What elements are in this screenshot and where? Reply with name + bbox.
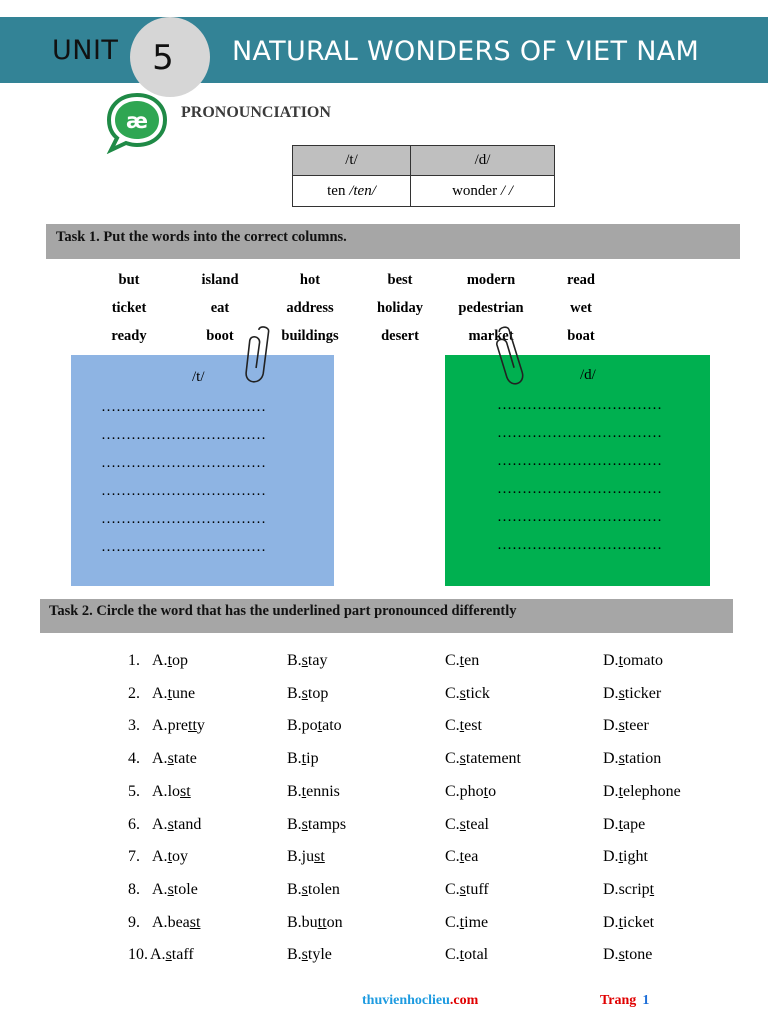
word-bank-item: modern bbox=[466, 272, 516, 288]
option-letter: C. bbox=[445, 816, 460, 833]
underlined-part: tt bbox=[188, 717, 197, 734]
answer-option[interactable] bbox=[287, 914, 343, 932]
answer-option[interactable] bbox=[287, 783, 340, 801]
option-letter: B. bbox=[287, 816, 302, 833]
underlined-part: t bbox=[301, 783, 307, 800]
word-bank-item: best bbox=[387, 272, 413, 288]
option-letter: D. bbox=[603, 946, 619, 963]
footer-page-number: 1 bbox=[642, 993, 650, 1008]
underlined-part: tt bbox=[317, 914, 327, 931]
answer-blank-line[interactable]: …………………………… bbox=[101, 511, 266, 527]
option-letter: C. bbox=[445, 848, 460, 865]
option-text: teal bbox=[465, 816, 489, 833]
option-text: oy bbox=[172, 848, 189, 865]
paperclip-icon bbox=[495, 322, 529, 394]
footer-page-label: Trang bbox=[600, 993, 637, 1008]
word-bank-item: boot bbox=[206, 328, 234, 344]
underlined-part: t bbox=[459, 652, 465, 669]
answer-option[interactable] bbox=[152, 881, 198, 899]
underlined-part: t bbox=[649, 881, 655, 898]
answer-option[interactable] bbox=[603, 881, 654, 899]
option-letter: B. bbox=[287, 848, 302, 865]
option-text: pre bbox=[167, 717, 188, 734]
answer-option[interactable] bbox=[152, 685, 195, 703]
underlined-part: s bbox=[459, 816, 466, 833]
sound-header-d: /d/ bbox=[411, 146, 555, 176]
option-letter: D. bbox=[603, 652, 619, 669]
option-text: ime bbox=[464, 914, 489, 931]
sound-header-t: /t/ bbox=[293, 146, 411, 176]
answer-option[interactable] bbox=[152, 717, 205, 735]
answer-blank-line[interactable]: …………………………… bbox=[101, 539, 266, 555]
option-text: ennis bbox=[306, 783, 340, 800]
word-bank-item: eat bbox=[210, 300, 230, 316]
answer-option[interactable] bbox=[152, 914, 200, 932]
underlined-part: t bbox=[167, 685, 173, 702]
question-number: 5. bbox=[128, 783, 140, 800]
answer-option[interactable] bbox=[603, 652, 663, 670]
example-wonder bbox=[411, 176, 555, 207]
option-text: une bbox=[172, 685, 196, 702]
underlined-part: s bbox=[301, 946, 308, 963]
unit-label: UNIT bbox=[52, 35, 119, 66]
answer-option[interactable] bbox=[152, 783, 191, 801]
option-text: tole bbox=[173, 881, 198, 898]
answer-blank-line[interactable]: …………………………… bbox=[497, 397, 662, 413]
d-column-label: /d/ bbox=[580, 367, 596, 383]
option-letter: A. bbox=[150, 946, 166, 963]
underlined-part: t bbox=[301, 750, 307, 767]
option-letter: B. bbox=[287, 946, 302, 963]
option-text: pho bbox=[459, 783, 484, 800]
answer-option[interactable] bbox=[603, 750, 661, 768]
underlined-part: s bbox=[618, 750, 625, 767]
underlined-part: s bbox=[459, 750, 466, 767]
option-letter: A. bbox=[152, 881, 168, 898]
option-letter: D. bbox=[603, 783, 619, 800]
example-ipa: /ten/ bbox=[349, 182, 376, 199]
answer-blank-line[interactable]: …………………………… bbox=[101, 483, 266, 499]
question-number: 7. bbox=[128, 848, 140, 865]
question-number: 3. bbox=[128, 717, 140, 734]
option-letter: A. bbox=[152, 783, 168, 800]
option-text: tand bbox=[173, 816, 202, 833]
word-bank-item: island bbox=[201, 272, 239, 288]
option-letter: C. bbox=[445, 685, 460, 702]
option-letter: B. bbox=[287, 717, 302, 734]
option-text: po bbox=[301, 717, 318, 734]
option-text: bu bbox=[301, 914, 318, 931]
ae-symbol: æ bbox=[125, 109, 149, 133]
underlined-part: s bbox=[459, 881, 466, 898]
option-letter: D. bbox=[603, 685, 619, 702]
pronunciation-heading: PRONOUNCIATION bbox=[181, 104, 331, 121]
question-number: 2. bbox=[128, 685, 140, 702]
word-bank-item: hot bbox=[299, 272, 321, 288]
answer-option[interactable] bbox=[603, 946, 652, 964]
option-letter: A. bbox=[152, 685, 168, 702]
option-text: o bbox=[488, 783, 497, 800]
option-text: taff bbox=[171, 946, 194, 963]
t-column-box bbox=[71, 355, 334, 586]
option-text: teer bbox=[624, 717, 649, 734]
answer-blank-line[interactable]: …………………………… bbox=[497, 453, 662, 469]
example-word: wonder bbox=[452, 182, 498, 199]
underlined-part: t bbox=[459, 717, 465, 734]
underlined-part: t bbox=[618, 652, 624, 669]
underlined-part: s bbox=[618, 685, 625, 702]
t-column-label: /t/ bbox=[192, 369, 205, 385]
word-bank-item: desert bbox=[381, 328, 419, 344]
option-letter: A. bbox=[152, 750, 168, 767]
answer-option[interactable] bbox=[445, 816, 489, 834]
answer-option[interactable] bbox=[445, 946, 488, 964]
underlined-part: s bbox=[301, 652, 308, 669]
underlined-part: t bbox=[483, 783, 489, 800]
option-letter: C. bbox=[445, 783, 460, 800]
option-letter: A. bbox=[152, 652, 168, 669]
unit-title: NATURAL WONDERS OF VIET NAM bbox=[232, 36, 700, 67]
paperclip-icon bbox=[240, 322, 274, 392]
answer-option[interactable] bbox=[152, 750, 197, 768]
option-text: tyle bbox=[307, 946, 332, 963]
option-text: tatement bbox=[465, 750, 521, 767]
example-ten bbox=[293, 176, 411, 207]
question-number: 10. bbox=[128, 946, 148, 963]
answer-blank-line[interactable]: …………………………… bbox=[497, 481, 662, 497]
unit-number: 5 bbox=[152, 38, 174, 78]
option-letter: B. bbox=[287, 881, 302, 898]
answer-option[interactable] bbox=[445, 881, 489, 899]
word-bank-item: buildings bbox=[281, 328, 339, 344]
underlined-part: s bbox=[618, 946, 625, 963]
footer-site-name: thuvienhoclieu bbox=[362, 993, 450, 1008]
option-text: scrip bbox=[618, 881, 650, 898]
word-bank-item: but bbox=[118, 272, 140, 288]
option-letter: C. bbox=[445, 750, 460, 767]
underlined-part: s bbox=[301, 881, 308, 898]
underlined-part: t bbox=[167, 652, 173, 669]
footer-page bbox=[600, 993, 649, 1009]
answer-blank-line[interactable]: …………………………… bbox=[101, 455, 266, 471]
answer-blank-line[interactable]: …………………………… bbox=[101, 427, 266, 443]
word-bank-item: holiday bbox=[377, 300, 423, 316]
option-text: omato bbox=[623, 652, 664, 669]
option-text: otal bbox=[464, 946, 489, 963]
underlined-part: s bbox=[301, 816, 308, 833]
option-text: icket bbox=[623, 914, 655, 931]
word-bank-item: pedestrian bbox=[458, 300, 524, 316]
underlined-part: st bbox=[189, 914, 201, 931]
answer-option[interactable] bbox=[445, 783, 496, 801]
option-text: lo bbox=[167, 783, 181, 800]
word-bank-item: wet bbox=[570, 300, 592, 316]
answer-option[interactable] bbox=[287, 717, 342, 735]
answer-option[interactable] bbox=[445, 652, 479, 670]
answer-option[interactable] bbox=[445, 717, 482, 735]
option-text: ight bbox=[623, 848, 648, 865]
answer-option[interactable] bbox=[445, 914, 488, 932]
d-column-box bbox=[445, 355, 710, 586]
underlined-part: t bbox=[618, 816, 624, 833]
option-text: bea bbox=[167, 914, 190, 931]
option-text: on bbox=[326, 914, 343, 931]
option-text: tick bbox=[465, 685, 490, 702]
option-text: est bbox=[464, 717, 482, 734]
answer-option[interactable] bbox=[287, 946, 332, 964]
task2-title: Task 2. Circle the word that has the underlined part pronounced differently bbox=[49, 603, 517, 619]
word-bank-item: boat bbox=[567, 328, 595, 344]
example-ipa: / / bbox=[500, 182, 513, 199]
option-text: tay bbox=[307, 652, 328, 669]
answer-option[interactable] bbox=[287, 685, 328, 703]
answer-blank-line[interactable]: …………………………… bbox=[497, 425, 662, 441]
option-text: elephone bbox=[623, 783, 681, 800]
option-text: tation bbox=[624, 750, 662, 767]
option-letter: B. bbox=[287, 685, 302, 702]
answer-option[interactable] bbox=[603, 816, 645, 834]
answer-blank-line[interactable]: …………………………… bbox=[101, 399, 266, 415]
underlined-part: s bbox=[301, 685, 308, 702]
word-bank-item: ticket bbox=[111, 300, 147, 316]
option-text: tone bbox=[624, 946, 653, 963]
underlined-part: st bbox=[180, 783, 191, 800]
answer-option[interactable] bbox=[287, 750, 319, 768]
answer-blank-line[interactable]: …………………………… bbox=[497, 509, 662, 525]
answer-option[interactable] bbox=[603, 914, 654, 932]
option-letter: D. bbox=[603, 717, 619, 734]
underlined-part: t bbox=[459, 848, 465, 865]
word-bank-item: ready bbox=[111, 328, 147, 344]
option-text: ape bbox=[623, 816, 646, 833]
option-text: ju bbox=[301, 848, 315, 865]
underlined-part: t bbox=[618, 848, 624, 865]
underlined-part: s bbox=[167, 750, 174, 767]
option-letter: D. bbox=[603, 816, 619, 833]
option-letter: C. bbox=[445, 717, 460, 734]
word-bank-item: read bbox=[567, 272, 595, 288]
underlined-part: t bbox=[618, 783, 624, 800]
answer-option[interactable] bbox=[603, 783, 681, 801]
option-text: ato bbox=[322, 717, 342, 734]
option-text: ip bbox=[306, 750, 319, 767]
option-text: ea bbox=[464, 848, 479, 865]
option-letter: B. bbox=[287, 783, 302, 800]
option-text: tuff bbox=[465, 881, 489, 898]
underlined-part: t bbox=[459, 946, 465, 963]
option-letter: B. bbox=[287, 750, 302, 767]
option-letter: D. bbox=[603, 750, 619, 767]
answer-option[interactable] bbox=[152, 816, 201, 834]
footer-site-tld: .com bbox=[449, 993, 479, 1008]
answer-option[interactable] bbox=[150, 946, 194, 964]
task2-bar bbox=[40, 599, 733, 633]
task1-bar bbox=[46, 224, 740, 259]
option-letter: C. bbox=[445, 652, 460, 669]
option-letter: C. bbox=[445, 914, 460, 931]
answer-option[interactable] bbox=[603, 717, 649, 735]
underlined-part: s bbox=[459, 685, 466, 702]
underlined-part: st bbox=[314, 848, 325, 865]
answer-option[interactable] bbox=[603, 685, 661, 703]
option-text: y bbox=[196, 717, 205, 734]
option-letter: D. bbox=[603, 881, 619, 898]
question-number: 1. bbox=[128, 652, 140, 669]
sounds-table bbox=[292, 145, 555, 207]
answer-option[interactable] bbox=[287, 816, 346, 834]
underlined-part: s bbox=[167, 816, 174, 833]
option-text: tamps bbox=[307, 816, 347, 833]
question-number: 6. bbox=[128, 816, 140, 833]
answer-option[interactable] bbox=[603, 848, 648, 866]
answer-option[interactable] bbox=[287, 848, 325, 866]
word-bank-item: market bbox=[468, 328, 514, 344]
option-letter: A. bbox=[152, 914, 168, 931]
answer-option[interactable] bbox=[445, 848, 478, 866]
task1-title: Task 1. Put the words into the correct columns. bbox=[56, 229, 347, 245]
answer-option[interactable] bbox=[287, 881, 340, 899]
option-letter: C. bbox=[445, 881, 460, 898]
underlined-part: t bbox=[317, 717, 323, 734]
question-number: 8. bbox=[128, 881, 140, 898]
option-letter: D. bbox=[603, 848, 619, 865]
option-letter: A. bbox=[152, 848, 168, 865]
underlined-part: s bbox=[618, 717, 625, 734]
option-letter: D. bbox=[603, 914, 619, 931]
underlined-part: t bbox=[459, 914, 465, 931]
option-text: tate bbox=[173, 750, 197, 767]
answer-option[interactable] bbox=[445, 750, 521, 768]
option-letter: B. bbox=[287, 652, 302, 669]
option-text: op bbox=[172, 652, 189, 669]
option-text: top bbox=[307, 685, 329, 702]
question-number: 4. bbox=[128, 750, 140, 767]
answer-option[interactable] bbox=[152, 652, 188, 670]
answer-option[interactable] bbox=[287, 652, 327, 670]
answer-option[interactable] bbox=[152, 848, 188, 866]
question-number: 9. bbox=[128, 914, 140, 931]
answer-blank-line[interactable]: …………………………… bbox=[497, 537, 662, 553]
ae-speech-bubble-icon bbox=[104, 92, 170, 154]
answer-option[interactable] bbox=[445, 685, 490, 703]
option-letter: B. bbox=[287, 914, 302, 931]
option-letter: A. bbox=[152, 816, 168, 833]
option-text: tolen bbox=[307, 881, 340, 898]
option-text: en bbox=[464, 652, 480, 669]
underlined-part: t bbox=[618, 914, 624, 931]
example-word: ten bbox=[327, 182, 346, 199]
option-text: ticker bbox=[624, 685, 662, 702]
underlined-part: s bbox=[165, 946, 172, 963]
footer-site bbox=[362, 993, 478, 1009]
option-letter: C. bbox=[445, 946, 460, 963]
word-bank-item: address bbox=[286, 300, 334, 316]
option-letter: A. bbox=[152, 717, 168, 734]
underlined-part: t bbox=[167, 848, 173, 865]
underlined-part: s bbox=[167, 881, 174, 898]
